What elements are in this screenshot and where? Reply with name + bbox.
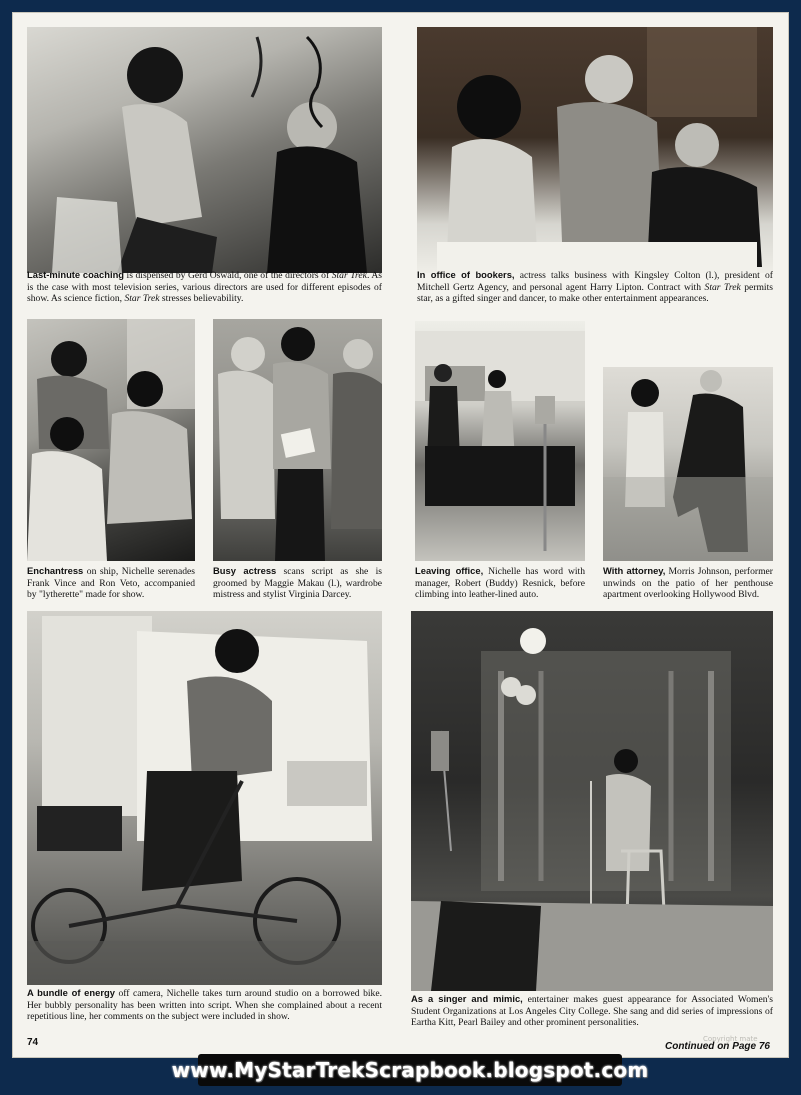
attorney-caption-text: Morris Johnson, performer unwinds on the patio of her penthouse apartment overlooking Hollywood Blvd. [603, 566, 773, 600]
coaching-photo [27, 27, 382, 273]
attorney-caption-lead: With attorney, [603, 565, 666, 576]
leaving-office-photo [415, 321, 585, 561]
continued-note: Continued on Page 76 [664, 1041, 770, 1052]
leaving-office-caption-text: Nichelle has word with manager, Robert (Buddy) Resnick, before climbing into leather-lined auto. [415, 566, 586, 600]
bike-photo [27, 611, 382, 985]
attorney-photo-art [603, 367, 773, 561]
singer-caption-text: entertainer makes guest appearance for Associated Women's Student Organizations at Los Angeles City College. She sang and did series of impressions of Eartha Kitt, Pearl Bailey and other prominent personalities. [411, 994, 773, 1028]
enchantress-caption-text: on ship, Nichelle serenades Frank Vince and Ron Veto, accompanied by "lytherette" made for show. [27, 566, 195, 600]
singer-caption [411, 993, 773, 1029]
coaching-caption-text-2: . As is the case with most television series, various directors are used for different episodes of show. As science fiction, [27, 270, 382, 304]
bike-caption-lead: A bundle of energy [27, 987, 115, 998]
coaching-caption-lead: Last-minute coaching [27, 269, 125, 280]
singer-photo-art [411, 611, 773, 991]
busy-actress-caption-text: scans script as she is groomed by Maggie Makau (l.), wardrobe mistress and stylist Virginia Darcey. [213, 566, 382, 600]
bike-caption-text: off camera, Nichelle takes turn around studio on a borrowed bike. Her bubbly personality has been written into script. When she complained about a recent repetitious line, her comments on the subject were included in show. [27, 988, 382, 1022]
enchantress-photo [27, 319, 195, 561]
copyright-mark: Copyright mate [703, 1035, 758, 1043]
busy-actress-photo [213, 319, 382, 561]
attorney-photo [603, 367, 773, 561]
coaching-caption [27, 269, 382, 305]
attorney-caption [603, 565, 773, 601]
busy-actress-caption-lead: Busy actress [213, 565, 277, 576]
enchantress-caption [27, 565, 195, 601]
watermark-banner [171, 1054, 649, 1086]
busy-actress-caption [213, 565, 382, 601]
singer-caption-lead: As a singer and mimic, [411, 993, 523, 1004]
coaching-caption-text: is dispensed by Gerd Oswald, one of the directors of [124, 270, 332, 281]
bookers-caption-text-2: permits star, as a gifted singer and dancer, to make other entertainment appearances. [417, 281, 773, 304]
leaving-office-caption [415, 565, 585, 601]
coaching-caption-italic-2: Star Trek [124, 293, 160, 304]
coaching-photo-art [27, 27, 382, 273]
leaving-office-caption-lead: Leaving office, [415, 565, 484, 576]
bike-photo-art [27, 611, 382, 985]
bookers-photo-art [417, 27, 773, 273]
bookers-caption-lead: In office of bookers, [417, 269, 515, 280]
bookers-photo [417, 27, 773, 273]
enchantress-caption-lead: Enchantress [27, 565, 84, 576]
leaving-office-photo-art [415, 321, 585, 561]
bookers-caption-italic: Star Trek [704, 281, 741, 293]
enchantress-photo-art [27, 319, 195, 561]
coaching-caption-italic-1: Star Trek [331, 270, 367, 281]
page-number: 74 [27, 1037, 39, 1048]
coaching-caption-text-3: stresses believability. [159, 293, 244, 304]
watermark-url: www.MyStarTrekScrapbook.blogspot.com [171, 1058, 649, 1082]
bookers-caption-text: actress talks business with Kingsley Colton (l.), president of Mitchell Gertz Agency, and personal agent Harry Lipton. Contract with [417, 270, 773, 293]
magazine-page [12, 12, 789, 1058]
bike-caption [27, 987, 382, 1023]
bookers-caption [417, 269, 773, 305]
busy-actress-photo-art [213, 319, 382, 561]
singer-photo [411, 611, 773, 991]
